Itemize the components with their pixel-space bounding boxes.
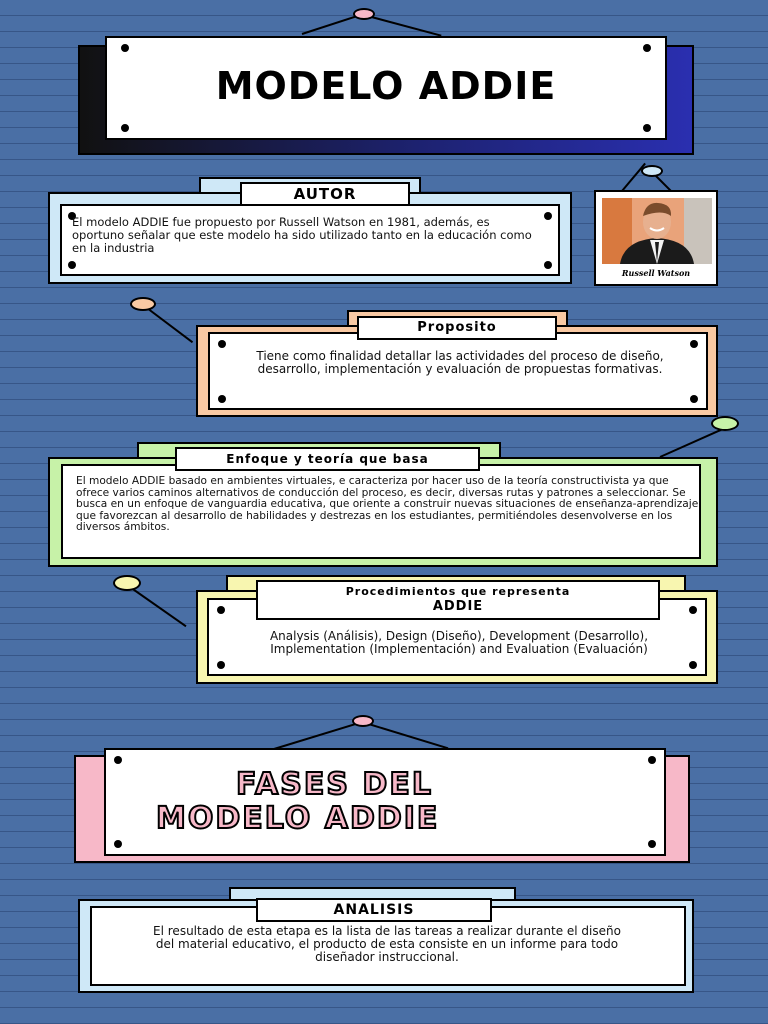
fases-title-line2: MODELO ADDIE [156,801,440,836]
analisis-text: El resultado de esta etapa es la lista de las tareas a realizar durante el diseño del material educativo, el producto de esta consiste en un informe para todo diseñador instruccional. [153,924,621,964]
page-title: MODELO ADDIE [215,64,557,108]
photo-caption: Russell Watson [621,268,691,278]
procedimientos-label [256,580,660,620]
enfoque-text: El modelo ADDIE basado en ambientes virtuales, e caracteriza por hacer uso de la teoría constructivista ya que ofrece varios caminos alternativos de conducción del proceso, es decir, diversas rutas y patrones a seleccionar. Se busca en un enfoque de vanguardia educativa, que oriente a construir nuevas situaciones de enseñanza-aprendizaje que favorezcan al desarrollo de habilidades y destrezas en los estudiantes, permitiéndoles desenvolverse en los diversos ámbitos. [76,475,699,534]
analisis-label: ANALISIS [256,898,492,922]
proposito-text: Tiene como finalidad detallar las actividades del proceso de diseño, desarrollo, implementación y evaluación de propuestas formativas. [256,349,664,376]
author-photo-frame [594,190,718,286]
fases-panel [104,748,666,856]
procedimientos-text: Analysis (Análisis), Design (Diseño), Development (Desarrollo), Implementation (Implementación) and Evaluation (Evaluación) [269,629,649,656]
author-photo [602,198,712,264]
title-pin [353,8,375,20]
autor-text: El modelo ADDIE fue propuesto por Russell Watson en 1981, además, es oportuno señalar que este modelo ha sido utilizado tanto en la educación como en la industria [72,215,532,255]
fases-title-line1: FASES DEL [236,767,433,802]
procedimientos-label-line1: Procedimientos que representa [345,585,571,598]
title-panel [105,36,667,140]
autor-panel [60,204,560,276]
proposito-panel [208,332,708,410]
autor-label: AUTOR [240,182,410,206]
procedimientos-label-line2: ADDIE [432,599,484,614]
enfoque-label: Enfoque y teoría que basa [175,447,480,471]
fases-title [156,768,439,836]
proposito-label: Proposito [357,316,557,340]
enfoque-panel [61,464,701,559]
